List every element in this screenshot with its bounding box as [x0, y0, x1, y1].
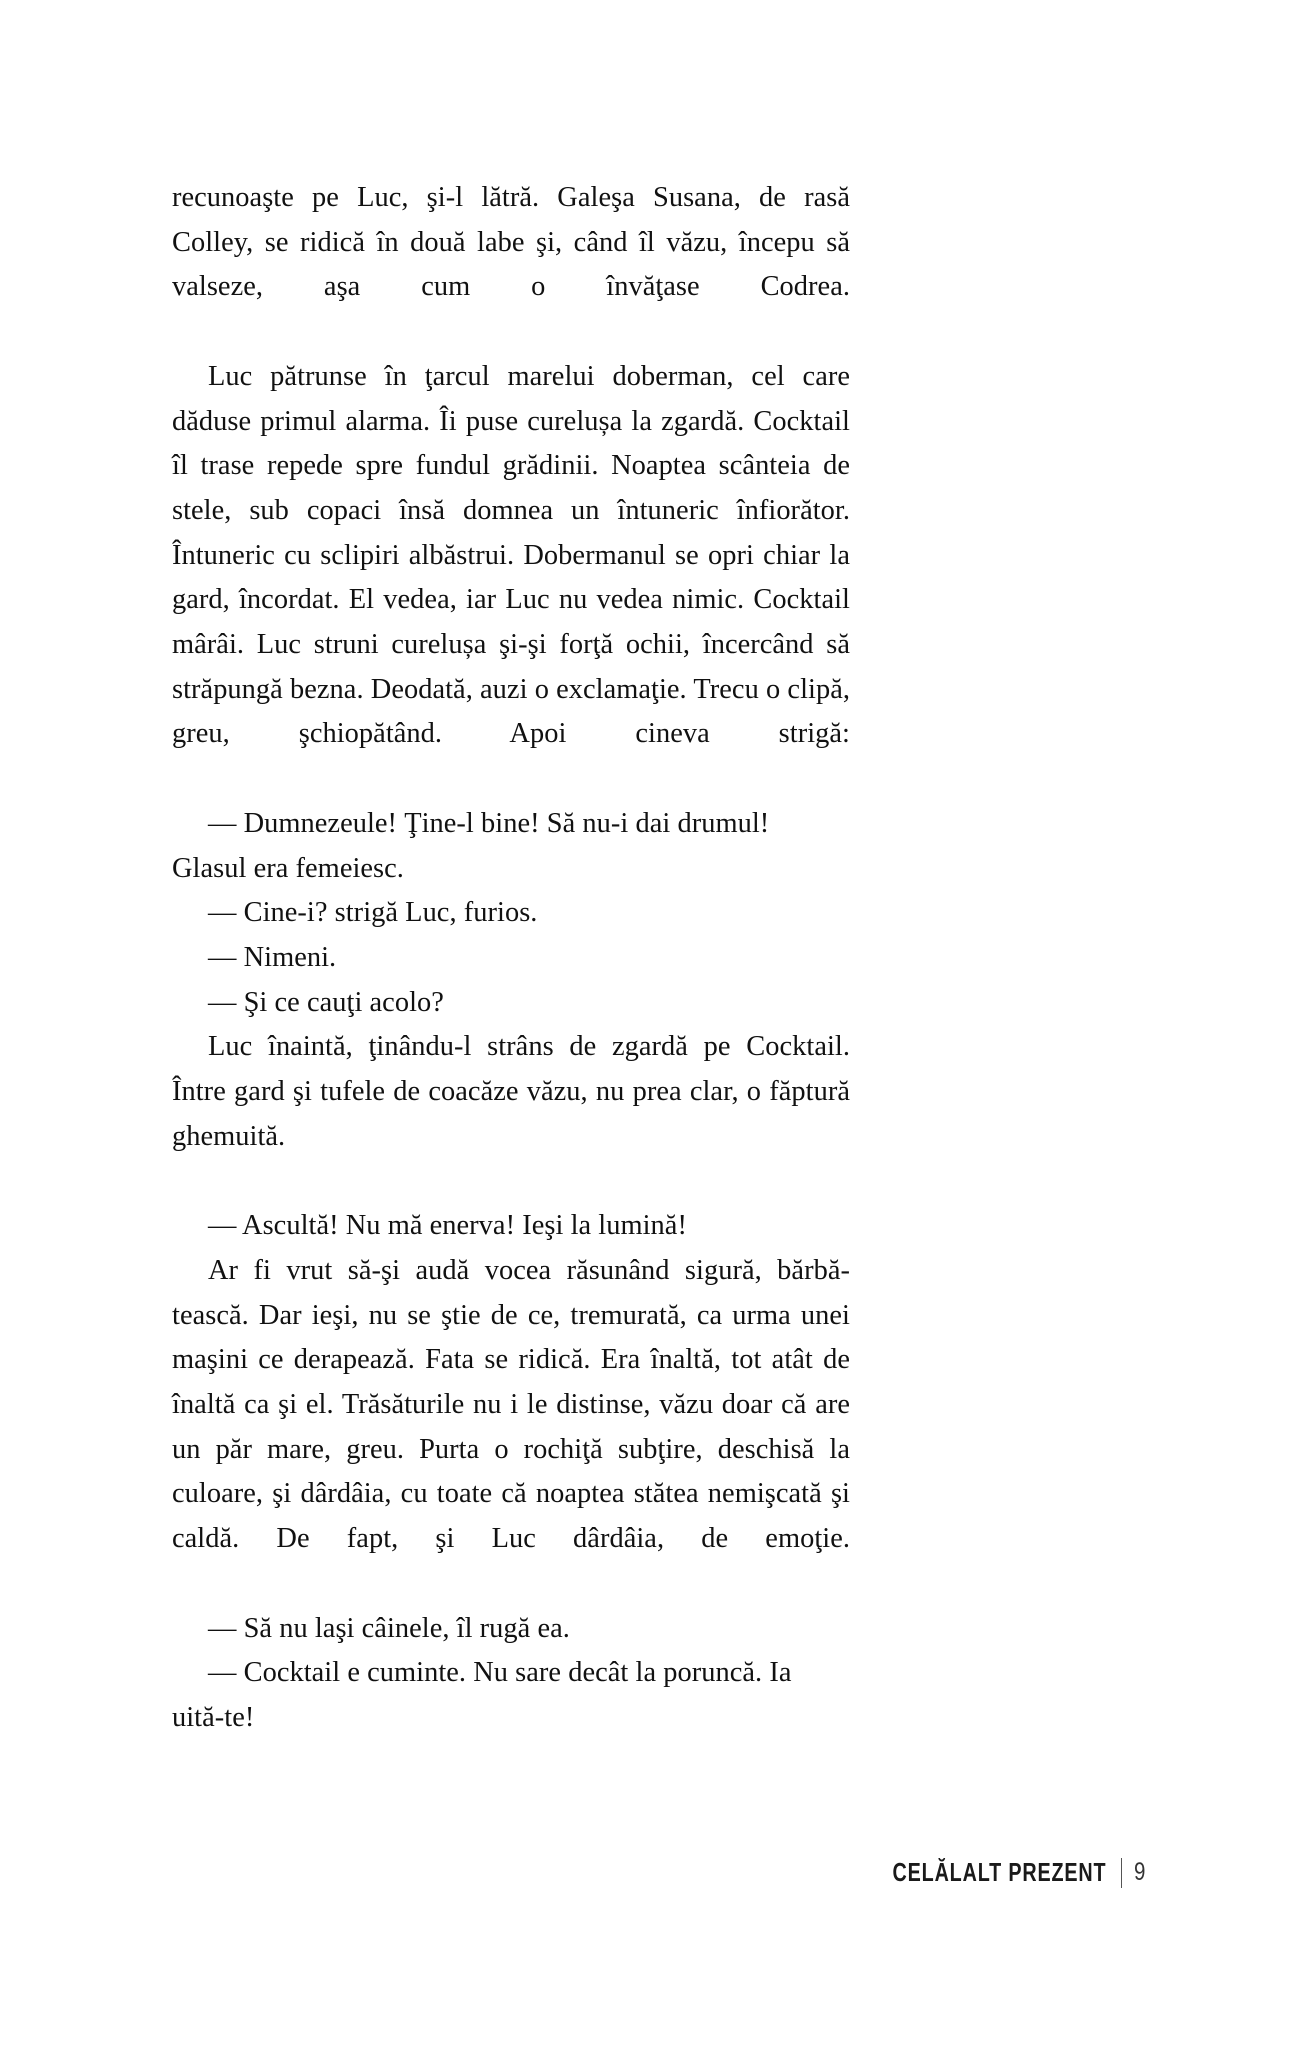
dialogue-line-sa-nu-lasi: — Să nu laşi câinele, îl rugă ea.	[208, 1612, 570, 1644]
dialogue-line-asculta: — Ascultă! Nu mă enerva! Ieşi la lumină!	[208, 1210, 687, 1242]
dialogue-line-si-ce-cauti: — Şi ce cauţi acolo?	[208, 986, 444, 1018]
dialogue-line-cocktail-cuminte: — Cocktail e cuminte. Nu sare decât la poruncă. Ia uită-te!	[172, 1657, 792, 1733]
dialogue-line-nimeni: — Nimeni.	[208, 941, 337, 973]
dialogue-line-cine-i: — Cine-i? strigă Luc, furios.	[208, 897, 538, 929]
paragraph-glasul-era-femeiesc: Glasul era femeiesc.	[172, 852, 404, 884]
footer-page-number: 9	[1134, 1858, 1146, 1886]
footer-book-title: CELĂLALT PREZENT	[892, 1857, 1107, 1887]
page-footer	[0, 1857, 1294, 1888]
dialogue-line-dumnezeule: — Dumnezeule! Ţine-l bine! Să nu-i dai drumul!	[208, 807, 770, 839]
paragraph-luc-patrunse: Luc pătrunse în ţarcul marelui doberman, cel care dăduse primul alarma. Îi puse curelușa la zgardă. Cocktail îl trase repede spre fundul grădinii. Noaptea scânteia de stele, sub copaci însă domnea un întuneric înfiorător. Întuneric cu sclipiri albăstrui. Dobermanul se opri chiar la gard, încordat. El vedea, iar Luc nu vedea nimic. Cocktail mârâi. Luc struni curelușa şi-şi forţă ochii, încercând să străpungă bezna. Deodată, auzi o exclamaţie. Trecu o clipă, greu, şchiopătând. Apoi cineva strigă:	[172, 360, 850, 750]
page-text-block	[172, 176, 850, 1741]
paragraph-continued: recunoaşte pe Luc, şi-l lătră. Galeşa Susana, de rasă Colley, se ridică în două labe şi, când îl văzu, începu să valseze, aşa cum o învăţase Codrea.	[172, 182, 850, 303]
paragraph-ar-fi-vrut: Ar fi vrut să-şi audă vocea răsunând sigură, bărbă-tească. Dar ieşi, nu se ştie de ce, tremurată, ca urma unei maşini ce derapează. Fata se ridică. Era înaltă, tot atât de înaltă ca şi el. Trăsăturile nu i le distinse, văzu doar că are un păr mare, greu. Purta o rochiţă subţire, deschisă la culoare, şi dârdâia, cu toate că noaptea stătea nemişcată şi caldă. De fapt, şi Luc dârdâia, de emoţie.	[172, 1254, 850, 1555]
paragraph-luc-inainta: Luc înaintă, ţinându-l strâns de zgardă pe Cocktail. Între gard şi tufele de coacăze văzu, nu prea clar, o făptură ghemuită.	[172, 1031, 850, 1152]
footer-separator-rule	[1121, 1858, 1123, 1888]
